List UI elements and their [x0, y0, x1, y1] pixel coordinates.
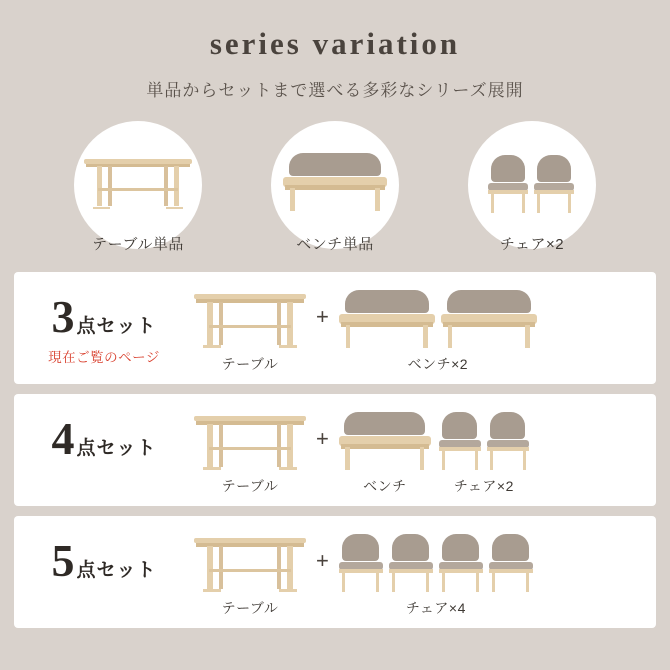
bench-icon — [441, 290, 537, 348]
set-group-table — [194, 516, 306, 628]
set-group-bench — [339, 394, 431, 506]
page-title: series variation — [209, 26, 461, 61]
set-row[interactable] — [14, 516, 656, 628]
set-row[interactable] — [14, 394, 656, 506]
chair-icon — [439, 412, 481, 470]
set-heading — [14, 413, 194, 484]
bench-icon — [339, 290, 435, 348]
set-number-suffix: 点セット — [76, 560, 157, 581]
chair-icon — [339, 534, 383, 592]
variation-label: ベンチ単品 — [296, 236, 374, 253]
variation-label: テーブル単品 — [92, 236, 184, 253]
bench-icon — [339, 412, 431, 470]
chair-icon — [389, 534, 433, 592]
group-label: チェア×2 — [453, 478, 514, 494]
circle-backdrop — [74, 121, 202, 249]
chair-icon — [487, 412, 529, 470]
set-number: 3 — [51, 291, 75, 342]
plus-sign: + — [316, 548, 329, 573]
chair-icon — [439, 534, 483, 592]
group-label: テーブル — [221, 600, 279, 616]
set-number: 4 — [51, 413, 75, 464]
variation-label: チェア×2 — [499, 236, 565, 253]
variation-circles — [0, 121, 670, 254]
circle-backdrop — [468, 121, 596, 249]
set-number: 5 — [51, 535, 75, 586]
group-label: ベンチ — [363, 478, 407, 494]
page-subtitle: 単品からセットまで選べる多彩なシリーズ展開 — [146, 81, 524, 100]
variation-item-bench — [248, 121, 423, 254]
chair-icon — [534, 155, 574, 213]
group-label: テーブル — [221, 356, 279, 372]
set-contents — [194, 516, 656, 628]
table-icon — [194, 416, 306, 470]
bench-icon — [283, 153, 387, 211]
current-page-note — [14, 590, 194, 606]
set-group-chair — [339, 516, 533, 628]
circle-backdrop — [271, 121, 399, 249]
plus-sign: + — [316, 426, 329, 451]
table-icon — [84, 159, 192, 209]
group-label: チェア×4 — [405, 600, 466, 616]
current-page-note — [14, 468, 194, 484]
group-label: ベンチ×2 — [407, 356, 469, 372]
group-label: テーブル — [221, 478, 279, 494]
set-heading — [14, 535, 194, 606]
table-icon — [194, 294, 306, 348]
page-header — [0, 0, 670, 101]
set-contents — [194, 272, 656, 384]
set-list — [0, 272, 670, 628]
set-contents — [194, 394, 656, 506]
current-page-note: 現在ご覧のページ — [48, 350, 160, 365]
set-group-table — [194, 272, 306, 384]
set-group-bench — [339, 272, 537, 384]
variation-item-chairs — [445, 121, 620, 254]
chair-icon — [488, 155, 528, 213]
plus-sign: + — [316, 304, 329, 329]
set-number-suffix: 点セット — [76, 316, 157, 337]
table-icon — [194, 538, 306, 592]
set-row[interactable] — [14, 272, 656, 384]
set-number-suffix: 点セット — [76, 438, 157, 459]
chair-pair-icon — [488, 153, 576, 213]
set-heading — [14, 291, 194, 365]
chair-icon — [489, 534, 533, 592]
set-group-chair — [439, 394, 529, 506]
variation-item-table — [51, 121, 226, 254]
set-group-table — [194, 394, 306, 506]
